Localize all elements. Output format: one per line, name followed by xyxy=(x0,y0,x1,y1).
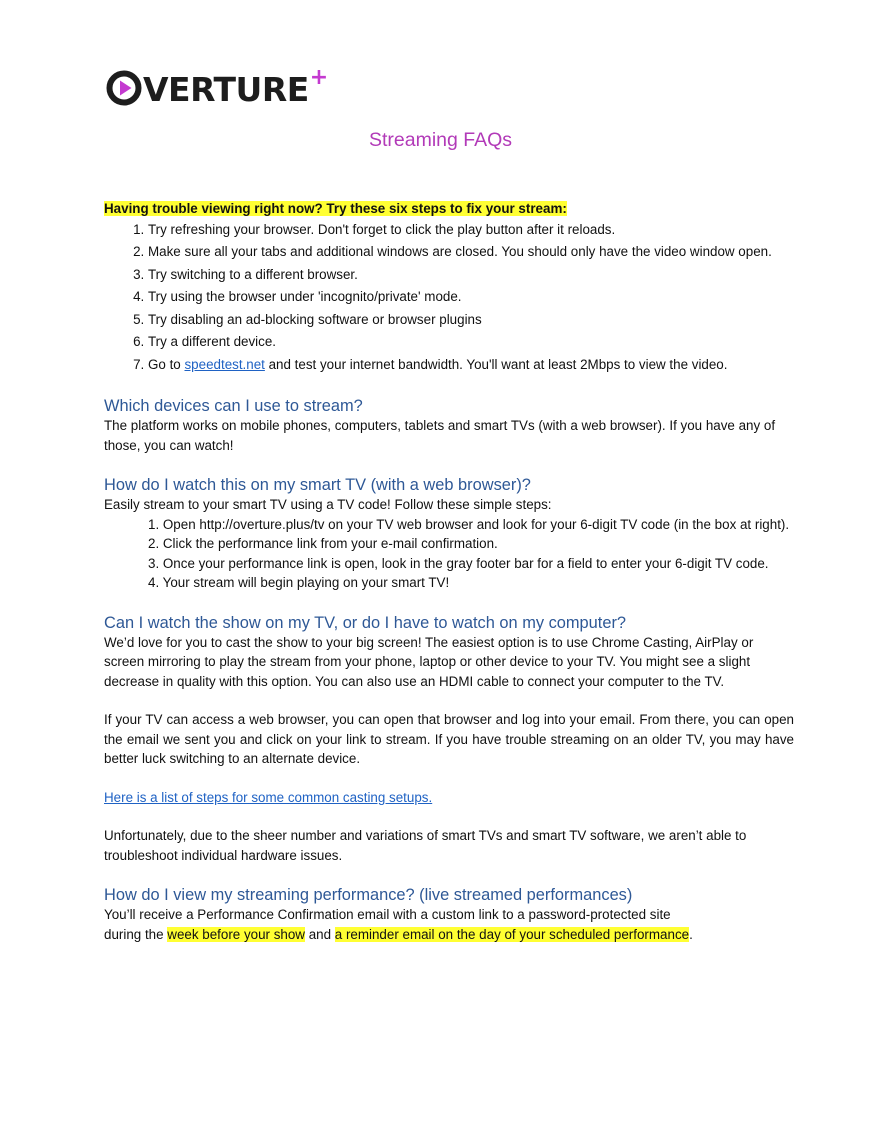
list-item: 6. Try a different device. xyxy=(148,331,794,354)
tv-or-computer-paragraph-2: If your TV can access a web browser, you can open that browser and log into your email. From there, you can open the email we sent you and click on your link to stream. If you have trouble streaming on an older TV, you may have better luck switching to an alternate device. xyxy=(104,712,794,766)
casting-link-paragraph xyxy=(104,788,794,808)
tv-or-computer-paragraph-1: We’d love for you to cast the show to your big screen! The easiest option is to use Chrome Casting, AirPlay or screen mirroring to play the stream from your phone, laptop or other device to your TV. You might see a slight decrease in quality with this option. You can also use an HDMI cable to connect your computer to the TV. xyxy=(104,634,754,689)
list-item: 1. Open http://overture.plus/tv on your TV web browser and look for your 6-digit TV code (in the box at right). xyxy=(148,516,790,532)
faq-question-tv-or-computer: Can I watch the show on my TV, or do I have to watch on my computer? xyxy=(104,613,627,632)
overture-logo xyxy=(106,65,329,109)
performance-line-1: You’ll receive a Performance Confirmation email with a custom link to a password-protected site xyxy=(104,907,671,922)
highlight-week-before: week before your show xyxy=(167,926,305,942)
highlight-reminder: a reminder email on the day of your scheduled performance xyxy=(334,926,690,942)
list-item: 1. Try refreshing your browser. Don't forget to click the play button after it reloads. xyxy=(148,219,794,242)
faq-question-smart-tv: How do I watch this on my smart TV (with a web browser)? xyxy=(104,476,531,494)
trouble-heading: Having trouble viewing right now? Try these six steps to fix your stream: xyxy=(104,201,567,216)
list-item: 4. Try using the browser under 'incognito/private' mode. xyxy=(148,286,794,309)
tv-or-computer-paragraph-3: Unfortunately, due to the sheer number and variations of smart TVs and smart TV software, we aren’t able to troubleshoot individual hardware issues. xyxy=(104,828,747,863)
trouble-steps-list xyxy=(104,219,794,377)
faq-content xyxy=(104,199,794,944)
list-item: 3. Try switching to a different browser. xyxy=(148,264,794,287)
logo-plus-mark: + xyxy=(309,65,329,90)
smart-tv-steps xyxy=(104,515,794,593)
list-item: 7. Go to speedtest.net and test your internet bandwidth. You'll want at least 2Mbps to view the video. xyxy=(148,354,794,377)
list-item: 4. Your stream will begin playing on your smart TV! xyxy=(148,575,450,590)
speedtest-link[interactable]: speedtest.net xyxy=(184,356,265,372)
logo-wordmark: VERTURE xyxy=(143,69,309,109)
faq-answer-devices: The platform works on mobile phones, computers, tablets and smart TVs (with a web browser). If you have any of those, you can watch! xyxy=(104,418,776,453)
faq-question-devices: Which devices can I use to stream? xyxy=(104,397,363,415)
performance-line-2: during the week before your show and a reminder email on the day of your scheduled performance. xyxy=(104,926,693,942)
faq-question-performance: How do I view my streaming performance? (live streamed performances) xyxy=(104,886,633,904)
smart-tv-intro: Easily stream to your smart TV using a TV code! Follow these simple steps: xyxy=(104,497,552,512)
list-item: 5. Try disabling an ad-blocking software or browser plugins xyxy=(148,309,794,332)
page-title: Streaming FAQs xyxy=(368,129,513,151)
list-item: 2. Make sure all your tabs and additional windows are closed. You should only have the video window open. xyxy=(148,241,794,264)
list-item: 3. Once your performance link is open, look in the gray footer bar for a field to enter your 6-digit TV code. xyxy=(148,555,769,571)
casting-setups-link[interactable]: Here is a list of steps for some common casting setups. xyxy=(104,789,433,805)
list-item: 2. Click the performance link from your e-mail confirmation. xyxy=(148,536,498,551)
play-circle-icon xyxy=(106,70,142,106)
